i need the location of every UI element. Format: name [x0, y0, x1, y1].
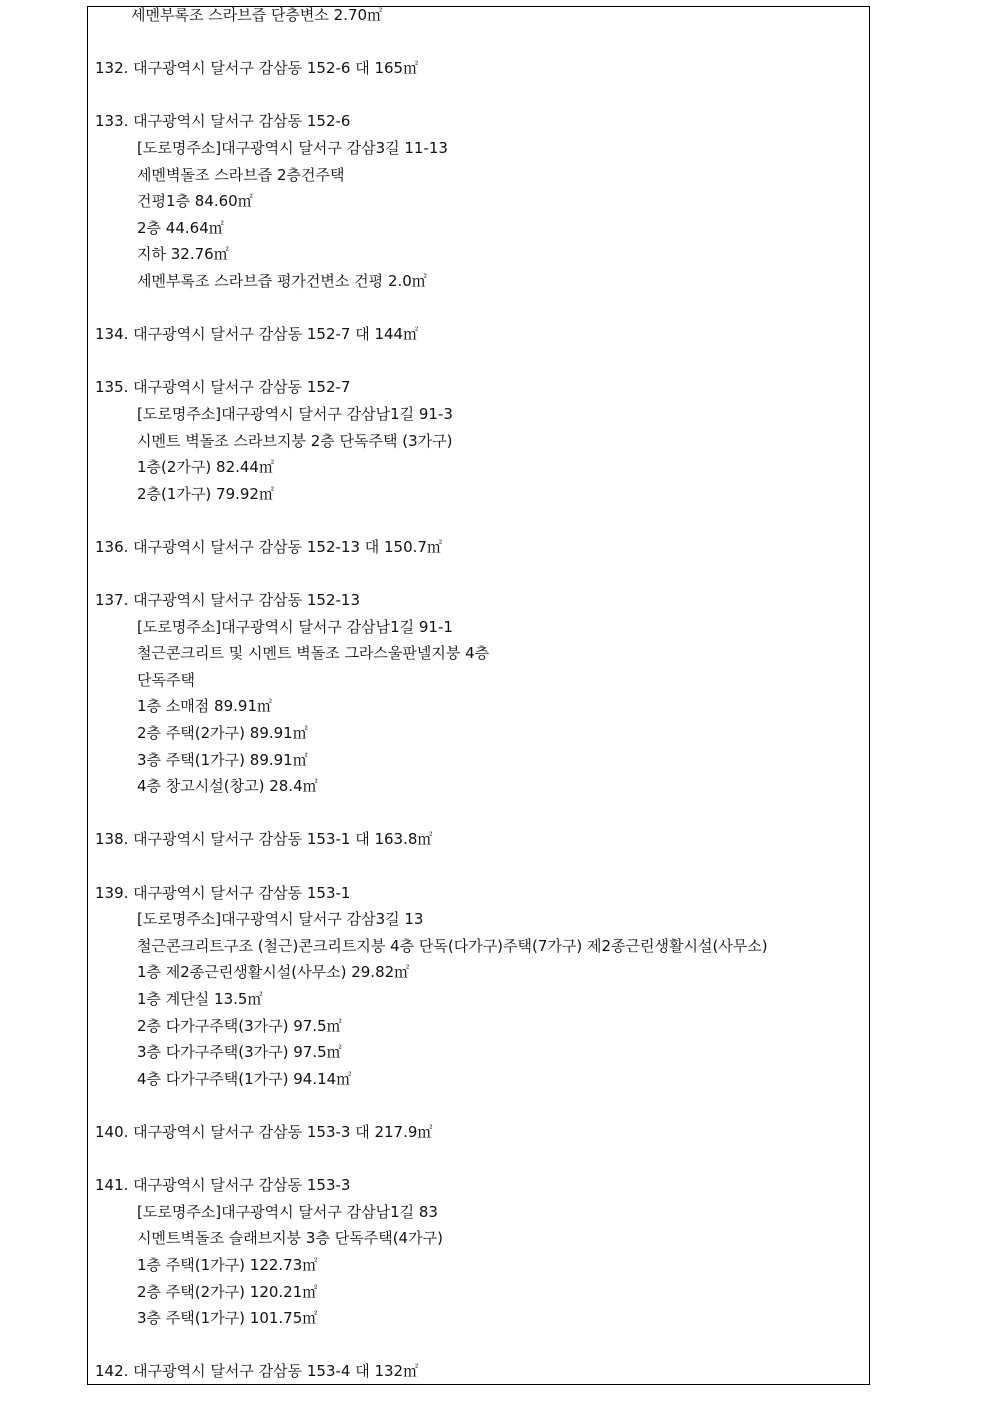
property-entry-line: 141. 대구광역시 달서구 감삼동 153-3	[95, 1176, 351, 1195]
property-detail-line: 4층 창고시설(창고) 28.4㎡	[137, 777, 318, 796]
blank-line	[95, 560, 865, 587]
blank-line	[95, 853, 865, 880]
blank-line	[95, 82, 865, 109]
property-entry-line: 132. 대구광역시 달서구 감삼동 152-6 대 165㎡	[95, 59, 419, 78]
blank-line	[95, 295, 865, 322]
property-detail-line: 2층(1가구) 79.92㎡	[137, 484, 274, 503]
property-detail-line: 세멘부록조 스라브즙 단층변소 2.70㎡	[131, 6, 383, 24]
property-entry-line: 139. 대구광역시 달서구 감삼동 153-1	[95, 883, 351, 902]
property-detail-line: 3층 주택(1가구) 89.91㎡	[137, 750, 308, 769]
property-detail-line: 1층(2가구) 82.44㎡	[137, 458, 274, 477]
blank-line	[95, 507, 865, 534]
property-entry-line: 142. 대구광역시 달서구 감삼동 153-4 대 132㎡	[95, 1362, 419, 1381]
property-detail-line: 2층 주택(2가구) 89.91㎡	[137, 724, 308, 743]
property-detail-line: 3층 다가구주택(3가구) 97.5㎡	[137, 1043, 342, 1062]
property-detail-line: 철근콘크리트구조 (철근)콘크리트지붕 4층 단독(다가구)주택(7가구) 제2종근린생활시설(사무소)	[137, 936, 768, 955]
blank-line	[95, 348, 865, 375]
property-entry-line: 135. 대구광역시 달서구 감삼동 152-7	[95, 378, 351, 397]
property-detail-line: 2층 44.64㎡	[137, 218, 224, 237]
property-entry-line: 136. 대구광역시 달서구 감삼동 152-13 대 150.7㎡	[95, 537, 442, 556]
property-detail-line: 시멘트 벽돌조 스라브지붕 2층 단독주택 (3가구)	[137, 431, 453, 450]
property-detail-line: 철근콘크리트 및 시멘트 벽돌조 그라스울판넬지붕 4층	[137, 644, 490, 663]
property-detail-line: 4층 다가구주택(1가구) 94.14㎡	[137, 1069, 352, 1088]
property-detail-line: 시멘트벽돌조 슬래브지붕 3층 단독주택(4가구)	[137, 1229, 443, 1248]
property-entry-line: 138. 대구광역시 달서구 감삼동 153-1 대 163.8㎡	[95, 830, 433, 849]
property-detail-line: [도로명주소]대구광역시 달서구 감삼남1길 83	[137, 1202, 438, 1221]
property-detail-line: 세멘벽돌조 스라브즙 2층건주택	[137, 165, 345, 184]
property-detail-line: 2층 다가구주택(3가구) 97.5㎡	[137, 1016, 342, 1035]
property-entry-line: 134. 대구광역시 달서구 감삼동 152-7 대 144㎡	[95, 325, 419, 344]
property-entry-line: 133. 대구광역시 달서구 감삼동 152-6	[95, 112, 351, 131]
property-detail-line: 1층 계단실 13.5㎡	[137, 989, 263, 1008]
property-detail-line: 1층 제2종근린생활시설(사무소) 29.82㎡	[137, 963, 410, 982]
property-detail-line: [도로명주소]대구광역시 달서구 감삼3길 13	[137, 910, 424, 929]
property-detail-line: 2층 주택(2가구) 120.21㎡	[137, 1282, 318, 1301]
property-detail-line: 세멘부록조 스라브즙 평가건변소 건평 2.0㎡	[137, 271, 427, 290]
blank-line	[95, 1092, 865, 1119]
property-detail-line: [도로명주소]대구광역시 달서구 감삼3길 11-13	[137, 138, 448, 157]
blank-line	[95, 29, 865, 56]
property-detail-line: [도로명주소]대구광역시 달서구 감삼남1길 91-3	[137, 404, 453, 423]
blank-line	[95, 800, 865, 827]
property-detail-line: 3층 주택(1가구) 101.75㎡	[137, 1309, 318, 1328]
property-detail-line: 지하 32.76㎡	[137, 245, 229, 264]
property-detail-line: 건평1층 84.60㎡	[137, 192, 253, 211]
property-detail-line: 1층 주택(1가구) 122.73㎡	[137, 1255, 318, 1274]
document-body	[95, 2, 865, 1385]
property-entry-line: 140. 대구광역시 달서구 감삼동 153-3 대 217.9㎡	[95, 1122, 433, 1141]
property-detail-line: 단독주택	[137, 670, 195, 689]
blank-line	[95, 1332, 865, 1359]
property-detail-line: [도로명주소]대구광역시 달서구 감삼남1길 91-1	[137, 617, 453, 636]
blank-line	[95, 1146, 865, 1173]
property-detail-line: 1층 소매점 89.91㎡	[137, 697, 272, 716]
property-entry-line: 137. 대구광역시 달서구 감삼동 152-13	[95, 591, 360, 610]
